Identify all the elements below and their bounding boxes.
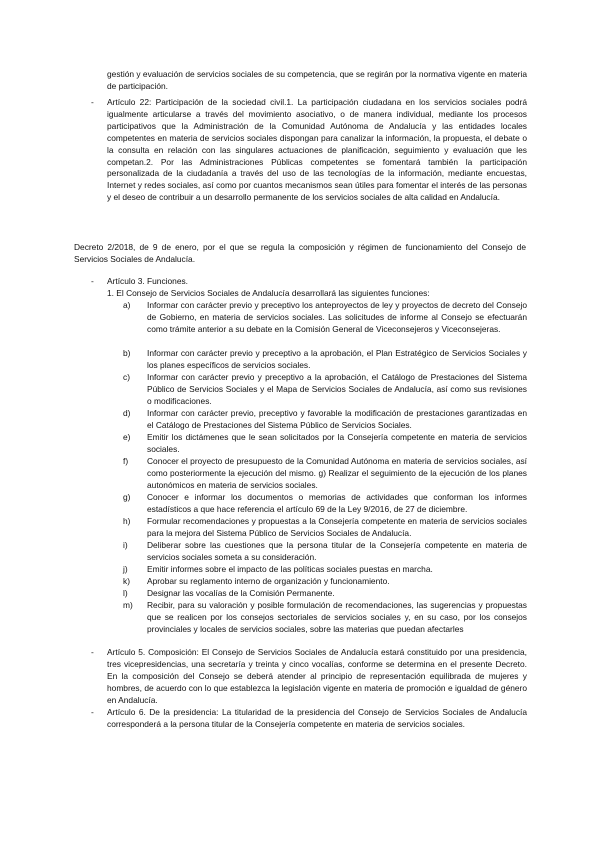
- list-item: [123, 564, 527, 576]
- list-item: [123, 432, 527, 456]
- list-item: [123, 372, 527, 408]
- list-item-text: Designar las vocalías de la Comisión Permanente.: [147, 588, 335, 598]
- list-item-text: Conocer e informar los documentos o memorias de actividades que conforman los informes estadísticos a que hace referencia el artículo 69 de la Ley 9/2016, de 27 de diciembre.: [147, 492, 527, 514]
- list-item-label: e): [123, 432, 131, 442]
- list-item: [123, 456, 527, 492]
- intro-continuation: gestión y evaluación de servicios sociales de su competencia, que se regirán por la normativa vigente en materia de participación.: [107, 69, 527, 91]
- bullet-dash: -: [91, 707, 94, 717]
- list-item-label: f): [123, 456, 129, 466]
- list-item-text: Conocer el proyecto de presupuesto de la Comunidad Autónoma en materia de servicios sociales, así como posteriormente la ejecución del mismo. g) Realizar el seguimiento de la ejecución de los planes autonómicos en materia de servicios sociales.: [147, 456, 527, 490]
- list-item: [123, 600, 527, 636]
- list-item-text: Informar con carácter previo, preceptivo y favorable la modificación de prestaciones garantizadas en el Catálogo de Prestaciones del Sistema Público de Servicios Sociales.: [147, 408, 527, 430]
- list-item-label: d): [123, 408, 131, 418]
- article-22: [91, 97, 527, 204]
- article-22-text: Artículo 22: Participación de la sociedad civil.1. La participación ciudadana en los servicios sociales podrá igualmente articularse a través del movimiento asociativo, o de manera individual, mediante los procesos participativos que la Administración de la Comunidad Autónoma de Andalucía y las entidades locales competentes en materia de servicios sociales dispongan para canalizar la información, la propuesta, el debate o la consulta en relación con las singulares actuaciones de planificación, seguimiento y evaluación que les competan.2. Por las Administraciones Públicas competentes se fomentará también la participación personalizada de la ciudadanía a través del uso de las tecnologías de la información, mediante encuestas, Internet y redes sociales, así como por cuantos mecanismos sean útiles para fomentar el interés de las personas y el deseo de contribuir a un desarrollo permanente de los servicios sociales de alta calidad en Andalucía.: [107, 97, 527, 203]
- list-item-label: l): [123, 588, 128, 598]
- list-item-label: g): [123, 492, 131, 502]
- list-item: [123, 408, 527, 432]
- list-item-label: k): [123, 576, 130, 586]
- article-3-intro: 1. El Consejo de Servicios Sociales de Andalucía desarrollará las siguientes funciones:: [107, 288, 430, 298]
- article-5: [91, 647, 527, 707]
- bullet-dash: -: [91, 647, 94, 657]
- list-item-label: a): [123, 300, 131, 310]
- list-item: [123, 516, 527, 540]
- list-item: [123, 540, 527, 564]
- list-item-label: h): [123, 516, 131, 526]
- list-item-label: c): [123, 372, 130, 382]
- list-item-label: m): [123, 600, 133, 610]
- decree-title: Decreto 2/2018, de 9 de enero, por el que se regula la composición y régimen de funcionamiento del Consejo de Servicios Sociales de Andalucía.: [74, 242, 526, 264]
- list-item-text: Emitir los dictámenes que le sean solicitados por la Consejería competente en materia de servicios sociales.: [147, 432, 527, 454]
- article-6-text: Artículo 6. De la presidencia: La titularidad de la presidencia del Consejo de Servicios Sociales de Andalucía corresponderá a la persona titular de la Consejería competente en materia de servicios sociales.: [107, 707, 527, 729]
- list-item-label: b): [123, 348, 131, 358]
- list-item: [123, 492, 527, 516]
- list-item-text: Deliberar sobre las cuestiones que la persona titular de la Consejería competente en materia de servicios sociales someta a su consideración.: [147, 540, 527, 562]
- list-item-text: Informar con carácter previo y preceptivo los anteproyectos de ley y proyectos de decreto del Consejo de Gobierno, en materia de servicios sociales. Las solicitudes de informe al Consejo se efectuarán como trámite anterior a su debate en la Comisión General de Viceconsejeros y Viceconsejeras.: [147, 300, 527, 334]
- list-item-label: i): [123, 540, 128, 550]
- list-item-text: Recibir, para su valoración y posible formulación de recomendaciones, las sugerencias y propuestas que se realicen por los consejos sectoriales de servicios sociales y, en su caso, por los consejos provinciales y locales de servicios sociales, sobre las materias que puedan afectarles: [147, 600, 527, 634]
- article-3-title: Artículo 3. Funciones.: [107, 276, 188, 286]
- list-item-text: Emitir informes sobre el impacto de las políticas sociales puestas en marcha.: [147, 564, 433, 574]
- list-item-label: j): [123, 564, 128, 574]
- article-6: [91, 707, 527, 731]
- article-5-text: Artículo 5. Composición: El Consejo de Servicios Sociales de Andalucía estará constituido por una presidencia, tres vicepresidencias, una secretaría y treinta y cinco vocalías, conforme se determina en el presente Decreto. En la composición del Consejo se deberá atender al principio de representación equilibrada de mujeres y hombres, de acuerdo con lo que establezca la legislación vigente en materia de promoción e igualdad de género en Andalucía.: [107, 647, 527, 705]
- list-item-text: Informar con carácter previo y preceptivo a la aprobación, el Plan Estratégico de Servicios Sociales y los planes específicos de servicios sociales.: [147, 348, 527, 370]
- list-item: [123, 588, 527, 600]
- list-item: [123, 576, 527, 588]
- list-item-text: Formular recomendaciones y propuestas a la Consejería competente en materia de servicios sociales para la mejora del Sistema Público de Servicios Sociales de Andalucía.: [147, 516, 527, 538]
- bullet-dash: -: [91, 97, 94, 107]
- list-item: [123, 348, 527, 372]
- list-item-text: Aprobar su reglamento interno de organización y funcionamiento.: [147, 576, 390, 586]
- article-3-heading: [91, 276, 527, 288]
- list-item: [123, 300, 527, 336]
- list-item-text: Informar con carácter previo y preceptivo a la aprobación, el Catálogo de Prestaciones del Sistema Público de Servicios Sociales y el Mapa de Servicios Sociales de Andalucía, así como sus revisiones o modificaciones.: [147, 372, 527, 406]
- bullet-dash: -: [91, 276, 94, 286]
